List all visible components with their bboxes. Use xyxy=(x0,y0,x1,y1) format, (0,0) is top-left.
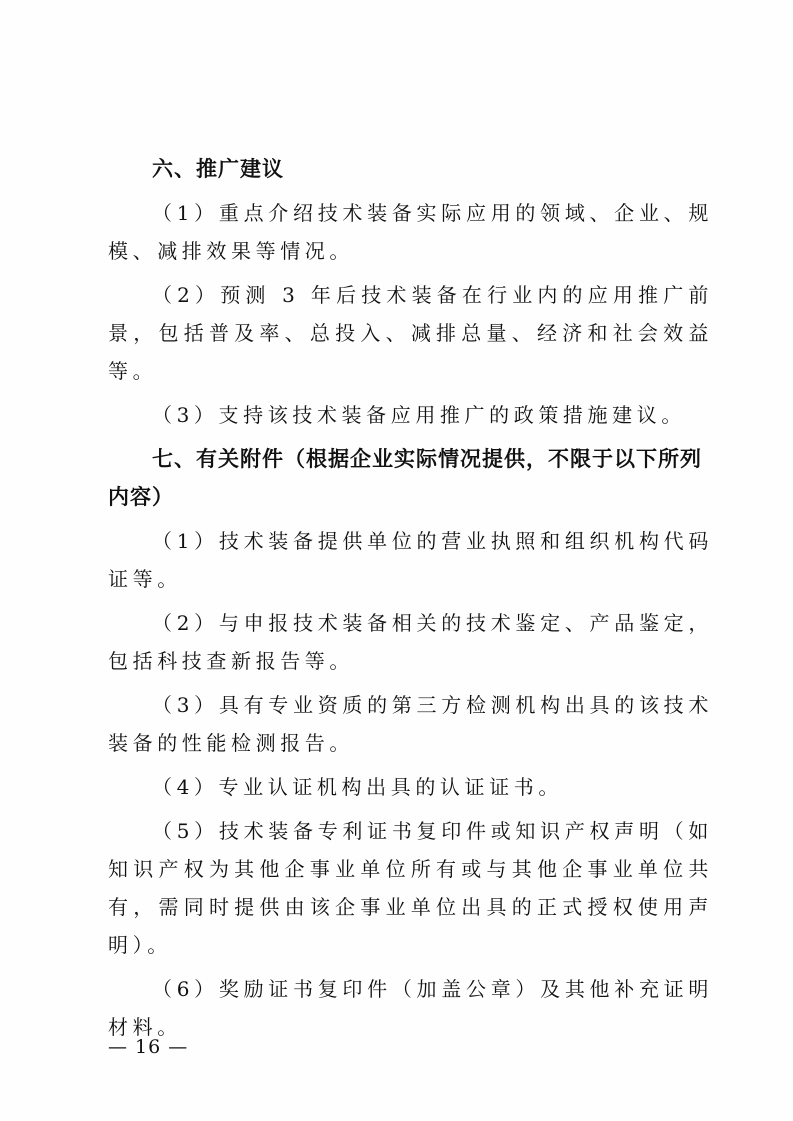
section-7-heading: 七、有关附件（根据企业实际情况提供，不限于以下所列内容） xyxy=(108,447,702,509)
section-6-item-3: （3）支持该技术装备应用推广的政策措施建议。 xyxy=(152,403,686,427)
section-6-item-2: （2）预测 3 年后技术装备在行业内的应用推广前景，包括普及率、总投入、减排总量、经济和社会效益等。 xyxy=(108,283,713,383)
section-7-item-1: （1）技术装备提供单位的营业执照和组织机构代码证等。 xyxy=(108,529,713,591)
section-7-item-2: （2）与申报技术装备相关的技术鉴定、产品鉴定，包括科技查新报告等。 xyxy=(108,611,713,673)
section-6-heading: 六、推广建议 xyxy=(152,157,284,181)
page-number: — 16 — xyxy=(108,1036,189,1058)
section-6-item-1: （1）重点介绍技术装备实际应用的领域、企业、规模、减排效果等情况。 xyxy=(108,201,713,263)
section-7-item-4: （4）专业认证机构出具的认证证书。 xyxy=(152,775,563,799)
section-7-item-5: （5）技术装备专利证书复印件或知识产权声明（如知识产权为其他企事业单位所有或与其他企事业单位共有，需同时提供由该企事业单位出具的正式授权使用声明）。 xyxy=(108,819,713,957)
section-7-item-3: （3）具有专业资质的第三方检测机构出具的该技术装备的性能检测报告。 xyxy=(108,693,713,755)
section-7-item-6: （6）奖励证书复印件（加盖公章）及其他补充证明材料。 xyxy=(108,977,713,1039)
document-body xyxy=(108,150,713,1046)
